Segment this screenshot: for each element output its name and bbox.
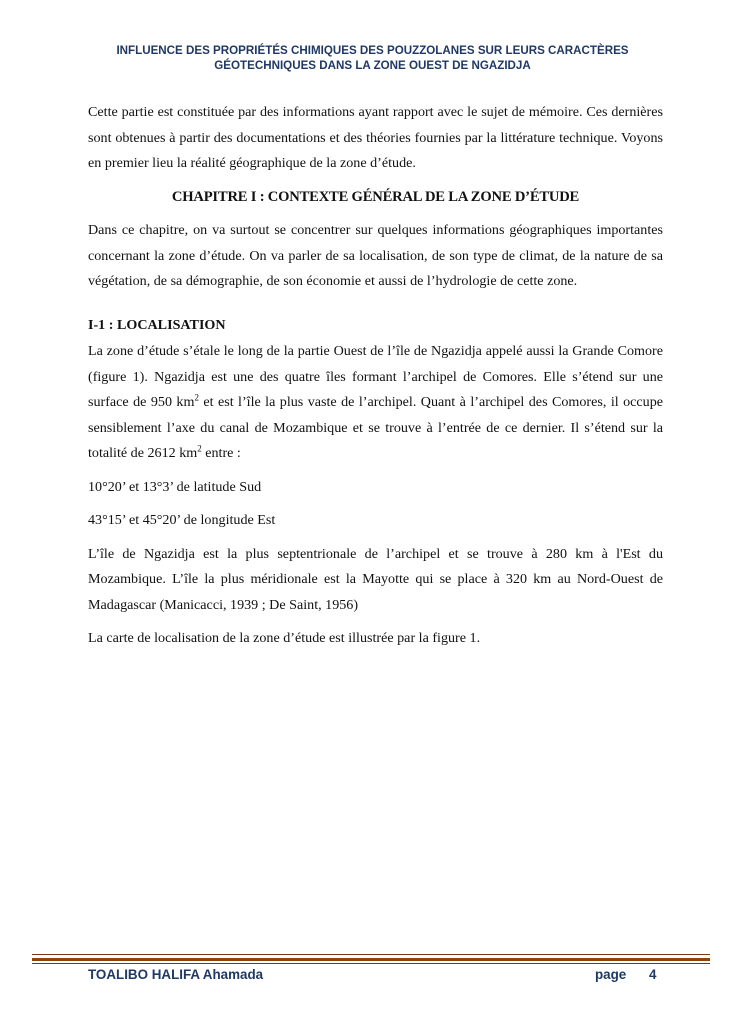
footer-rule-thick — [32, 958, 710, 961]
footer-author: TOALIBO HALIFA Ahamada — [88, 967, 264, 982]
header-line-1: INFLUENCE DES PROPRIÉTÉS CHIMIQUES DES POUZZOLANES SUR LEURS CARACTÈRES — [116, 44, 629, 57]
footer-page-number: 4 — [649, 967, 657, 982]
footer-rule-top — [32, 954, 710, 955]
localisation-text-a: La zone d’étude s’étale le long de la partie Ouest de l’île de Ngazidja appelé aussi la Grande Comore (figure 1). Ngazidja est une des quatre îles formant l’archipel de Comores. Elle s’étend sur une surface de 950 km — [88, 343, 663, 410]
footer-rule-bottom — [32, 963, 710, 964]
latitude-line: 10°20’ et 13°3’ de latitude Sud — [88, 478, 262, 495]
localisation-paragraph — [88, 339, 663, 467]
figure-reference-paragraph: La carte de localisation de la zone d’étude est illustrée par la figure 1. — [88, 630, 481, 646]
intro-paragraph: Cette partie est constituée par des informations ayant rapport avec le sujet de mémoire. Ces dernières sont obtenues à partir des documentations et des théories fournies par la littérature technique. Voyons en premier lieu la réalité géographique de la zone d’étude. — [88, 104, 663, 171]
footer-page-label: page — [595, 967, 627, 982]
section-title: I-1 : LOCALISATION — [88, 316, 226, 333]
longitude-line: 43°15’ et 45°20’ de longitude Est — [88, 512, 276, 528]
header-line-2: GÉOTECHNIQUES DANS LA ZONE OUEST DE NGAZIDJA — [214, 59, 531, 72]
running-header — [60, 43, 685, 73]
page-body — [88, 100, 663, 652]
chapter-intro-paragraph: Dans ce chapitre, on va surtout se concentrer sur quelques informations géographiques importantes concernant la zone d’étude. On va parler de sa localisation, de son type de climat, de la nature de sa végétation, de sa démographie, de son économie et aussi de l’hydrologie de cette zone. — [88, 222, 663, 289]
ngazidja-paragraph: L’île de Ngazidja est la plus septentrionale de l’archipel et se trouve à 280 km à l'Est du Mozambique. L’île la plus méridionale est la Mayotte qui se place à 320 km au Nord-Ouest de Madagascar (Manicacci, 1939 ; De Saint, 1956) — [88, 545, 663, 613]
localisation-text-b: et est l’île la plus vaste de l’archipel. Quant à l’archipel des Comores, il occupe sensiblement l’axe du canal de Mozambique et se trouve à l’entrée de ce dernier. Il s’étend sur la totalité de 2612 km — [88, 394, 663, 461]
superscript-2: 2 — [194, 392, 199, 403]
superscript-2: 2 — [197, 443, 202, 454]
localisation-text-c: entre : — [201, 445, 241, 461]
chapter-title: CHAPITRE I : CONTEXTE GÉNÉRAL DE LA ZONE D’ÉTUDE — [171, 188, 580, 205]
